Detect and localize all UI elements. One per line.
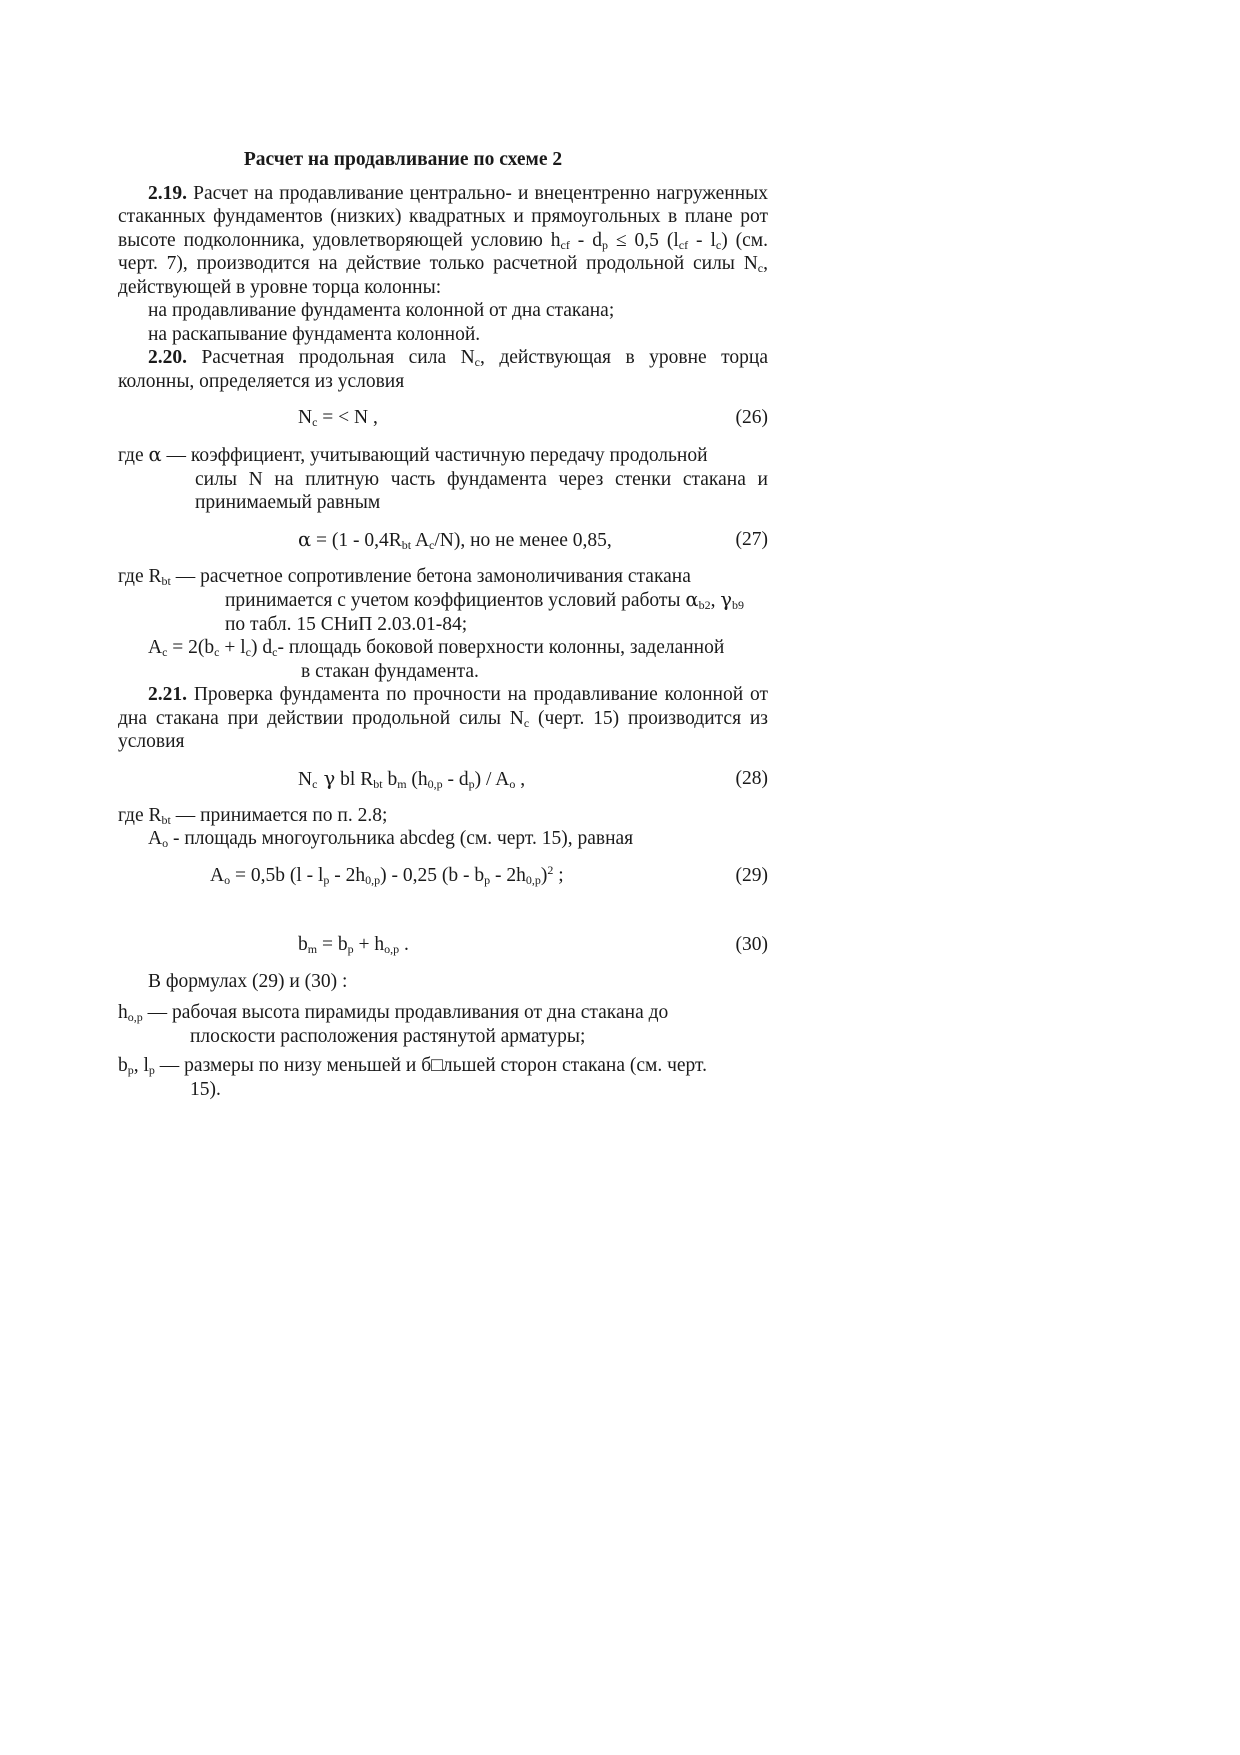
rbt-reference: где $R_{bt}$ — принимается по п. 2.8; [118,804,388,827]
formula-30 [118,933,768,957]
alpha-symbol: α [148,443,162,466]
formula-28 [118,767,768,791]
bp-definition: $b_p$, $l_p$ — размеры по низу меньшей и б□льшей сторон стакана (см. черт. 15). [118,1055,707,1100]
formula-body: $A_o = 0,5b$ $(l - l_p - 2h_{0,p}) - 0,25$ $(b - b_p - 2h_{0,p})^2$ ; [210,862,564,887]
formula-29 [118,864,768,888]
ac-definition: $A_c = 2(b_c + l_c)$ $d_c-$ площадь боковой поверхности колонны, заделанной в стакан фундамента. [148,637,725,682]
list-item: на раскапывание фундамента колонной. [148,323,481,345]
document-page [118,148,768,1101]
clause-2-21: 2.21. Проверка фундамента по прочности на продавливание колонной от дна стакана при действии продольной силы $N_c$ (черт. 15) производится из условия [118,684,769,752]
clause-2-19: 2.19. Расчет на продавливание центрально- и внецентренно нагруженных стаканных фундаментов (низких) квадратных и прямоугольных в плане рот высоте подколонника, удовлетворяющей условию $h_{cf} - d_p \le 0,5$ $(l_{cf} - l_c)$ (см. черт. 7), производится на действие только расчетной продольной силы $N_c$, действующей в уровне торца колонны: [118,182,768,298]
formulas-intro: В формулах (29) и (30) : [148,970,348,992]
hop-definition: $h_{o,p}$ — рабочая высота пирамиды продавливания от дна стакана до плоскости расположения растянутой арматуры; [118,1002,669,1047]
clause-number: 2.19. [148,182,187,204]
formula-number: (26) [735,407,768,428]
formula-26 [118,406,768,430]
formula-27 [118,528,768,552]
rbt-definition: где $R_{bt}$ — расчетное сопротивление бетона замоноличивания стакана принимается с учетом коэффициентов условий работы $\alpha_{b2}$, $\gamma_{b9}$ по табл. 15 СНиП 2.03.01-84; [118,565,744,635]
missing-glyph-icon: □ [431,1055,443,1076]
formula-number: (30) [735,933,768,955]
list-item: на продавливание фундамента колонной от дна стакана; [148,300,615,321]
alpha-definition: где α — коэффициент, учитывающий частичную передачу продольной силы N на плитную часть фундамента через стенки стакана и принимаемый равным [118,443,768,513]
clause-number: 2.20. [148,347,187,368]
formula-number: (29) [735,864,768,886]
section-heading: Расчет на продавливание по схеме 2 [243,149,563,170]
formula-number: (28) [735,767,768,789]
formula-number: (27) [735,528,768,550]
formula-body: $N_c$ = < N , [298,407,378,429]
formula-body: $\alpha = (1 - 0,4R_{bt}$ $A_c/N$), но не менее 0,85, [298,527,612,552]
formula-body: $N_c$ γ bl $R_{bt}$ $b_m$ $(h_{0,p} - d_p) / A_o$ , [298,766,526,791]
ao-definition: $A_o$ - площадь многоугольника abcdeg (см. черт. 15), равная [148,828,634,850]
formula-body: $b_m = b_p + h_{o,p}$ . [298,933,409,956]
clause-2-20: 2.20. Расчетная продольная сила $N_c$, действующая в уровне торца колонны, определяется из условия [118,347,768,392]
clause-number: 2.21. [148,684,187,705]
